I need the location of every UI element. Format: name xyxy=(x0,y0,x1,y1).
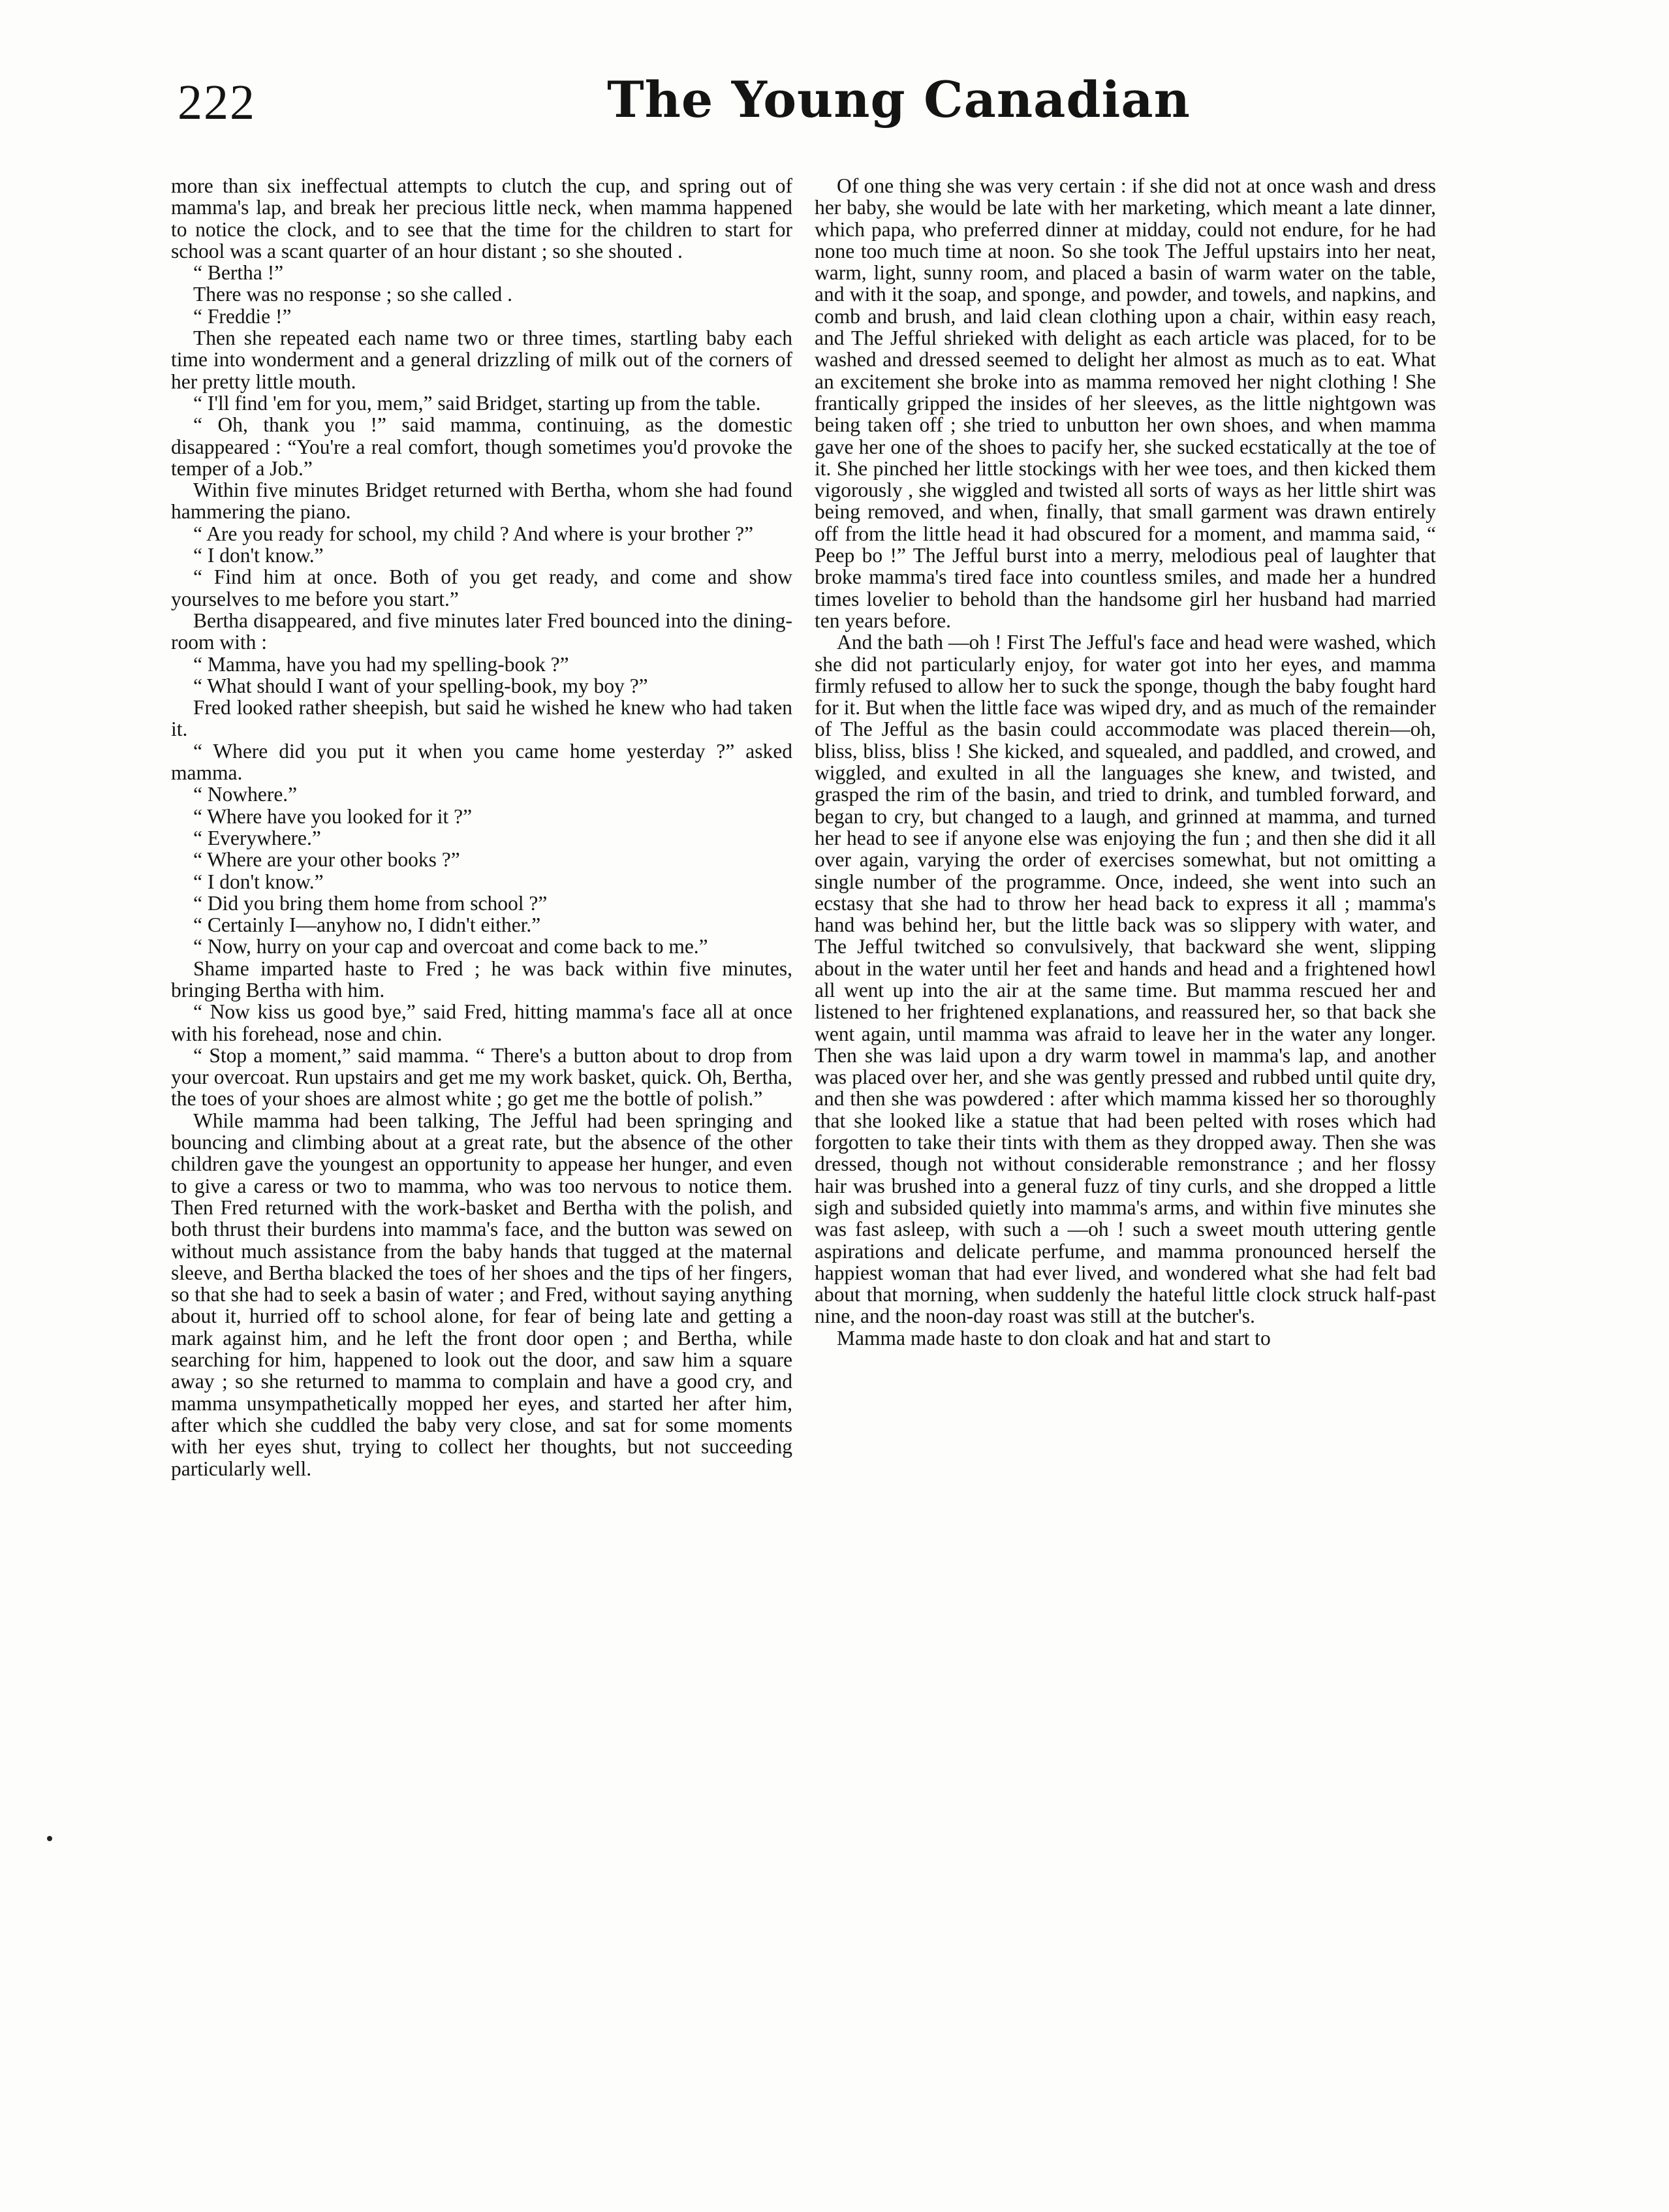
paragraph: “ I don't know.” xyxy=(193,870,324,893)
right-column xyxy=(815,175,1436,2137)
paragraph: “ I'll find 'em for you, mem,” said Bridget, starting up from the table. xyxy=(193,391,761,415)
paragraph: There was no response ; so she called . xyxy=(193,283,512,306)
paragraph: “ Are you ready for school, my child ? And where is your brother ?” xyxy=(193,522,754,545)
paragraph: While mamma had been talking, The Jefful had been springing and bouncing and climbing about at a great rate, but the absence of the other children gave the youngest an opportunity to appease her hunger, and even to give a caress or two to mamma, who was too nervous to notice them. Then Fred returned with the work-basket and Bertha with the polish, and both thrust their burdens into mamma's face, and the button was sewed on without much assistance from the baby hands that tugged at the maternal sleeve, and Bertha blacked the toes of her shoes and the tips of her fingers, so that she had to seek a basin of water ; and Fred, without saying anything about it, hurried off to school alone, for fear of being late and getting a mark against him, and he left the front door open ; and Bertha, while searching for him, happened to look out the door, and saw him a square away ; so she returned to mamma to complain and have a good cry, and mamma unsympathetically mopped her eyes, and started her after him, after which she cuddled the baby very close, and sat for some moments with her eyes shut, trying to collect her thoughts, but not succeeding particularly well. xyxy=(171,1109,792,1480)
paragraph: Within five minutes Bridget returned with Bertha, whom she had found hammering the piano. xyxy=(171,479,792,524)
paragraph: Fred looked rather sheepish, but said he wished he knew who had taken it. xyxy=(171,696,792,741)
paragraph: Bertha disappeared, and five minutes later Fred bounced into the dining-room with : xyxy=(171,608,792,654)
paragraph: “ Freddie !” xyxy=(193,304,292,328)
paragraph: “ Bertha !” xyxy=(193,261,284,285)
paragraph: “ Find him at once. Both of you get ready, and come and show yourselves to me before you start.” xyxy=(171,565,792,610)
paragraph: “ Stop a moment,” said mamma. “ There's a button about to drop from your overcoat. Run upstairs and get me my work basket, quick. Oh, Bertha, the toes of your shoes are almost white ; go get me the bottle of polish.” xyxy=(171,1043,792,1111)
paragraph: “ Nowhere.” xyxy=(193,783,298,806)
paragraph: Mamma made haste to don cloak and hat and start to xyxy=(837,1326,1271,1350)
page-number: 222 xyxy=(178,75,256,130)
paragraph: “ Did you bring them home from school ?” xyxy=(193,891,548,915)
paragraph: more than six ineffectual attempts to clutch the cup, and spring out of mamma's lap, and break her precious little neck, when mamma happened to notice the clock, and to see that the time for the children to start for school was a scant quarter of an hour distant ; so she shouted . xyxy=(171,175,792,262)
paragraph: “ I don't know.” xyxy=(193,544,324,567)
paragraph: “ Mamma, have you had my spelling-book ?” xyxy=(193,652,569,676)
paragraph: “ What should I want of your spelling-book, my boy ?” xyxy=(193,674,648,697)
page-header xyxy=(171,71,1411,142)
paragraph: “ Where have you looked for it ?” xyxy=(193,804,473,828)
paragraph: “ Oh, thank you !” said mamma, continuing, as the domestic disappeared : “You're a real comfort, though sometimes you'd provoke the temper of a Job.” xyxy=(171,413,792,480)
paragraph: “ Where did you put it when you came home yesterday ?” asked mamma. xyxy=(171,739,792,785)
paragraph: Of one thing she was very certain : if she did not at once wash and dress her baby, she would be late with her marketing, which meant a late dinner, which papa, who preferred dinner at midday, could not endure, for he had none too much time at noon. So she took The Jefful upstairs into her neat, warm, light, sunny room, and placed a basin of warm water on the table, and with it the soap, and sponge, and powder, and towels, and napkins, and comb and brush, and laid clean clothing upon a chair, within easy reach, and The Jefful shrieked with delight as each article was placed, for to be washed and dressed seemed to delight her almost as much as to eat. What an excitement she broke into as mamma removed her night clothing ! She frantically gripped the insides of her sleeves, as the little nightgown was being taken off ; she tried to unbutton her own shoes, and when mamma gave her one of the shoes to pacify her, she sucked ecstatically at the toe of it. She pinched her little stockings with her wee toes, and then kicked them vigorously , she wiggled and twisted all sorts of ways as her little shirt was being removed, and when, finally, that small garment was drawn entirely off from the little head it had obscured for a moment, and mamma said, “ Peep bo !” The Jefful burst into a merry, melodious peal of laughter that broke mamma's tired face into countless smiles, and made her a hundred times lovelier to behold than the handsome girl her husband had married ten years before. xyxy=(815,175,1436,632)
masthead-title: The Young Canadian xyxy=(607,71,1191,129)
paragraph: Then she repeated each name two or three times, startling baby each time into wonderment and a general drizzling of milk out of the corners of her pretty little mouth. xyxy=(171,326,792,393)
paragraph: “ Certainly I—anyhow no, I didn't either.” xyxy=(193,913,541,937)
paragraph: And the bath —oh ! First The Jefful's face and head were washed, which she did not particularly enjoy, for water got into her eyes, and mamma firmly refused to allow her to suck the sponge, though the baby fought hard for it. But when the little face was wiped dry, and as much of the remainder of The Jefful as the basin could accommodate was placed therein—oh, bliss, bliss, bliss ! She kicked, and squealed, and paddled, and crowed, and wiggled, and exulted in all the languages she knew, and twisted, and grasped the rim of the basin, and tried to drink, and tumbled forward, and began to cry, but changed to a laugh, and grinned at mamma, and turned her head to see if anyone else was enjoying the fun ; and then she did it all over again, varying the order of exercises somewhat, but not omitting a single number of the programme. Once, indeed, she went into such an ecstasy that she had to throw her head back to express it all ; mamma's hand was behind her, but the little back was so slippery with water, and The Jefful twitched so convulsively, that backward she went, slipping about in the water until her feet and hands and head and a frightened howl all went up into the air at the same time. But mamma rescued her and listened to her frightened explanations, and reassured her, so that back she went again, until mamma was afraid to leave her in the water any longer. Then she was laid upon a dry warm towel in mamma's lap, and another was placed over her, and she was gently pressed and rubbed until quite dry, and then she was powdered : after which mamma kissed her so thoroughly that she looked like a statue that had been pelted with roses which had forgotten to take their tints with them as they dropped away. Then she was dressed, though not without considerable remonstrance ; and her flossy hair was brushed into a general fuzz of tiny curls, and she dropped a little sigh and subsided quietly into mamma's arms, and within five minutes she was fast asleep, with such a —oh ! such a sweet mouth uttering gentle aspirations and delicate perfume, and mamma pronounced herself the happiest woman that had ever lived, and wondered what she had felt bad about that morning, when suddenly the hateful little clock struck half-past nine, and the noon-day roast was still at the butcher's. xyxy=(815,631,1436,1328)
paragraph: “ Where are your other books ?” xyxy=(193,848,460,872)
paragraph: “ Everywhere.” xyxy=(193,826,321,849)
paragraph: “ Now kiss us good bye,” said Fred, hitting mamma's face all at once with his forehead, nose and chin. xyxy=(171,1000,792,1045)
paragraph: Shame imparted haste to Fred ; he was back within five minutes, bringing Bertha with him. xyxy=(171,956,792,1002)
paragraph: “ Now, hurry on your cap and overcoat and come back to me.” xyxy=(193,935,708,958)
left-column xyxy=(171,175,792,2137)
margin-ink-dot xyxy=(47,1836,52,1841)
